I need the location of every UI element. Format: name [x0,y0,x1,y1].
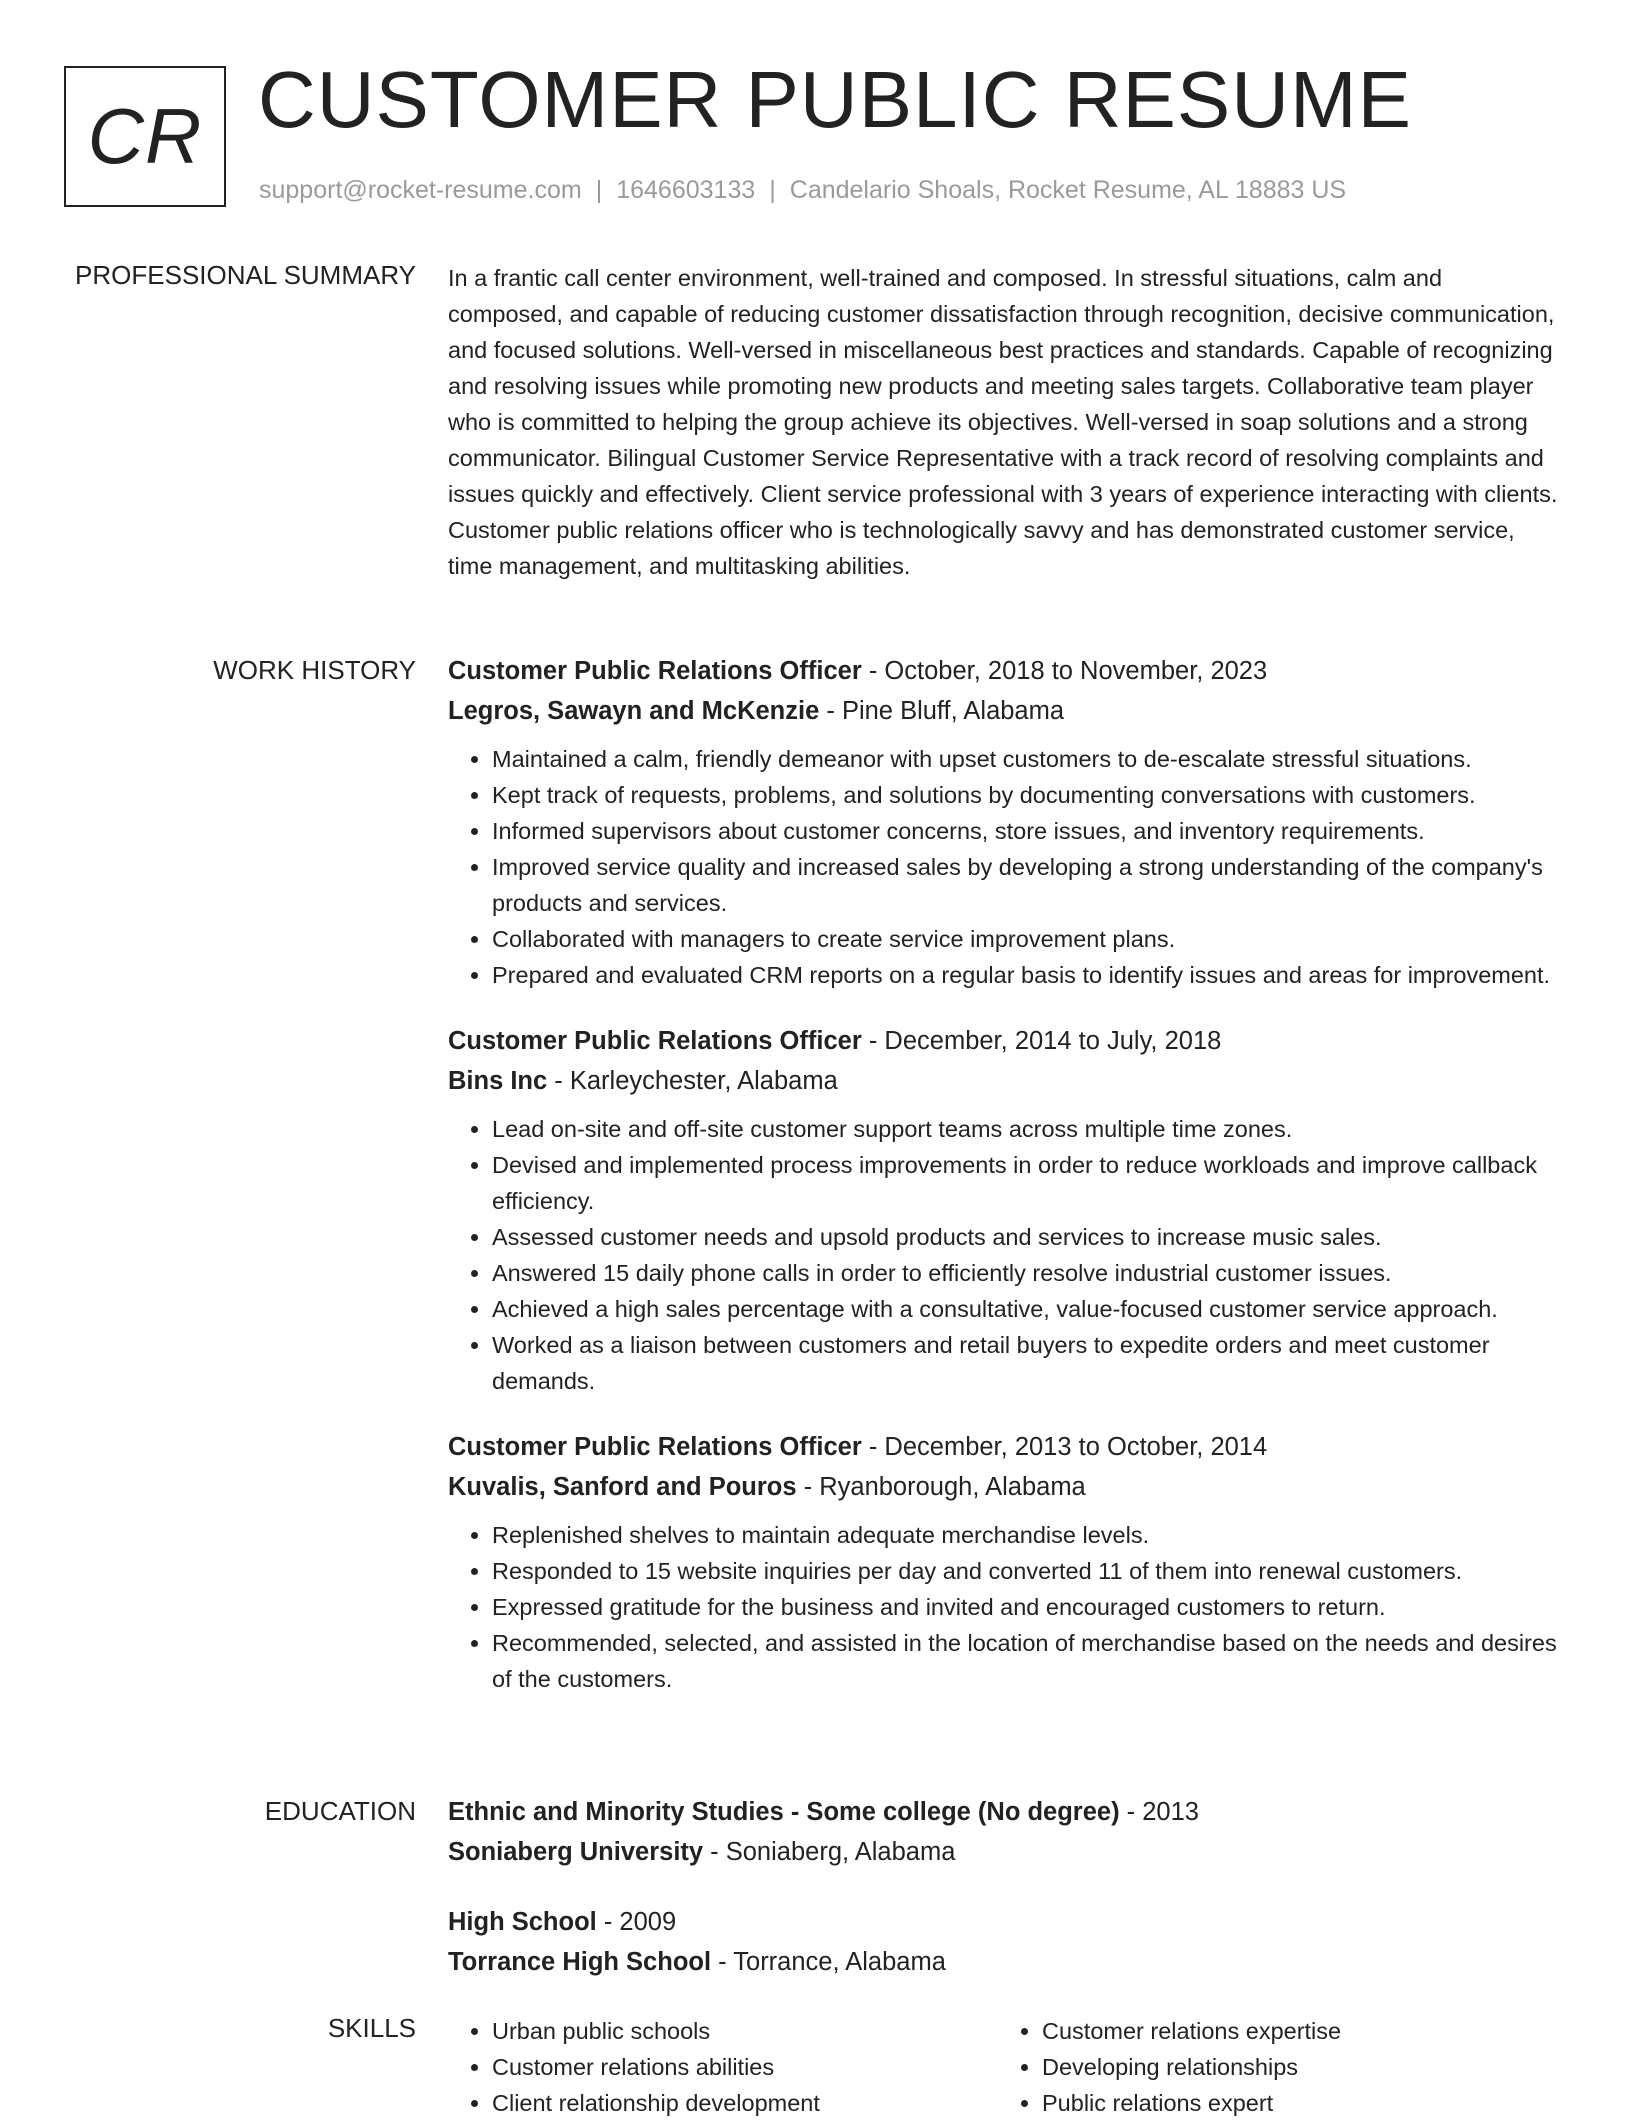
job-bullets [448,741,1560,993]
job-title-line [448,651,1560,691]
education-entry [448,1902,1560,1982]
job-company-line [448,1061,1560,1101]
education-school: Torrance High School [448,1948,712,1976]
skill-item: • Customer relations abilities [492,2049,998,2085]
resume-title: CUSTOMER PUBLIC RESUME [258,55,1413,144]
job-bullet: • Maintained a calm, friendly demeanor with upset customers to de-escalate stressful situations. [492,741,1560,777]
job-company: Bins Inc [448,1067,548,1095]
skill-item: • Public relations expert [1042,2085,1548,2121]
job-title: Customer Public Relations Officer [448,1027,862,1055]
job-bullet: • Assessed customer needs and upsold products and services to increase music sales. [492,1219,1560,1255]
job-location: - Pine Bluff, Alabama [819,697,1065,725]
job-entry [448,1427,1560,1697]
monogram-text: CR [87,92,203,180]
monogram-logo [64,66,226,207]
contact-email: support@rocket-resume.com [259,176,582,204]
education-degree: High School [448,1908,597,1936]
job-dates: - December, 2014 to July, 2018 [861,1027,1222,1055]
job-bullet: • Worked as a liaison between customers and retail buyers to expedite orders and meet customer demands. [492,1327,1560,1399]
job-title: Customer Public Relations Officer [448,657,862,685]
education-degree-line [448,1792,1560,1832]
education-year: - 2009 [596,1908,677,1936]
education-school-line [448,1832,1560,1872]
job-bullet: • Replenished shelves to maintain adequate merchandise levels. [492,1517,1560,1553]
contact-phone: 1646603133 [616,176,756,204]
job-title-line [448,1427,1560,1467]
job-bullet: • Prepared and evaluated CRM reports on a regular basis to identify issues and areas for improvement. [492,957,1560,993]
job-bullet: • Achieved a high sales percentage with a consultative, value-focused customer service approach. [492,1291,1560,1327]
education-entry [448,1792,1560,1872]
job-dates: - December, 2013 to October, 2014 [861,1433,1268,1461]
education-list [448,1792,1560,2012]
contact-address: Candelario Shoals, Rocket Resume, AL 18883 US [789,176,1347,204]
job-bullet: • Informed supervisors about customer concerns, store issues, and inventory requirements. [492,813,1560,849]
contact-separator: | [595,176,603,204]
job-dates: - October, 2018 to November, 2023 [861,657,1268,685]
job-location: - Ryanborough, Alabama [796,1473,1086,1501]
job-list [448,651,1560,1725]
job-entry [448,651,1560,993]
summary-text: In a frantic call center environment, well-trained and composed. In stressful situations, calm and composed, and capable of reducing customer dissatisfaction through recognition, decisive communication, and focused solutions. Well-versed in miscellaneous best practices and standards. Capable of recognizing and resolving issues while promoting new products and meeting sales targets. Collaborative team player who is committed to helping the group achieve its objectives. Well-versed in soap solutions and a strong communicator. Bilingual Customer Service Representative with a track record of resolving complaints and issues quickly and effectively. Client service professional with 3 years of experience interacting with clients. Customer public relations officer who is technologically savvy and has demonstrated customer service, time management, and multitasking abilities. [448,265,1558,579]
job-bullets [448,1111,1560,1399]
job-bullet: • Devised and implemented process improvements in order to reduce workloads and improve callback efficiency. [492,1147,1560,1219]
job-company: Kuvalis, Sanford and Pouros [448,1473,797,1501]
job-company-line [448,1467,1560,1507]
education-degree: Ethnic and Minority Studies - Some college (No degree) [448,1798,1120,1826]
job-company: Legros, Sawayn and McKenzie [448,697,820,725]
education-school-line [448,1942,1560,1982]
job-bullet: • Collaborated with managers to create service improvement plans. [492,921,1560,957]
education-degree-line [448,1902,1560,1942]
education-location: - Torrance, Alabama [711,1948,946,1976]
job-bullet: • Kept track of requests, problems, and solutions by documenting conversations with customers. [492,777,1560,813]
skill-item: • Developing relationships [1042,2049,1548,2085]
skills-heading: SKILLS [327,2013,416,2043]
work-history-heading: WORK HISTORY [213,655,416,685]
job-bullet: • Lead on-site and off-site customer support teams across multiple time zones. [492,1111,1560,1147]
skill-item: • Urban public schools [492,2013,998,2049]
skill-item: • Client relationship development [492,2085,998,2121]
job-bullet: • Answered 15 daily phone calls in order to efficiently resolve industrial customer issues. [492,1255,1560,1291]
skills-column-left [448,2013,998,2121]
job-bullets [448,1517,1560,1697]
job-company-line [448,691,1560,731]
job-entry [448,1021,1560,1399]
contact-separator: | [769,176,776,204]
education-heading: EDUCATION [264,1796,416,1826]
education-school: Soniaberg University [448,1838,704,1866]
education-year: - 2013 [1119,1798,1199,1826]
job-title: Customer Public Relations Officer [448,1433,862,1461]
skills-list [448,2013,1560,2121]
education-location: - Soniaberg, Alabama [703,1838,956,1866]
job-title-line [448,1021,1560,1061]
job-location: - Karleychester, Alabama [547,1067,838,1095]
job-bullet: • Recommended, selected, and assisted in the location of merchandise based on the needs and desires of the customers. [492,1625,1560,1697]
job-bullet: • Expressed gratitude for the business and invited and encouraged customers to return. [492,1589,1560,1625]
skills-column-right [998,2013,1548,2121]
skill-item: • Customer relations expertise [1042,2013,1548,2049]
job-bullet: • Responded to 15 website inquiries per day and converted 11 of them into renewal customers. [492,1553,1560,1589]
job-bullet: • Improved service quality and increased sales by developing a strong understanding of the company's products and services. [492,849,1560,921]
contact-line [259,176,1346,205]
summary-heading: PROFESSIONAL SUMMARY [75,260,416,290]
